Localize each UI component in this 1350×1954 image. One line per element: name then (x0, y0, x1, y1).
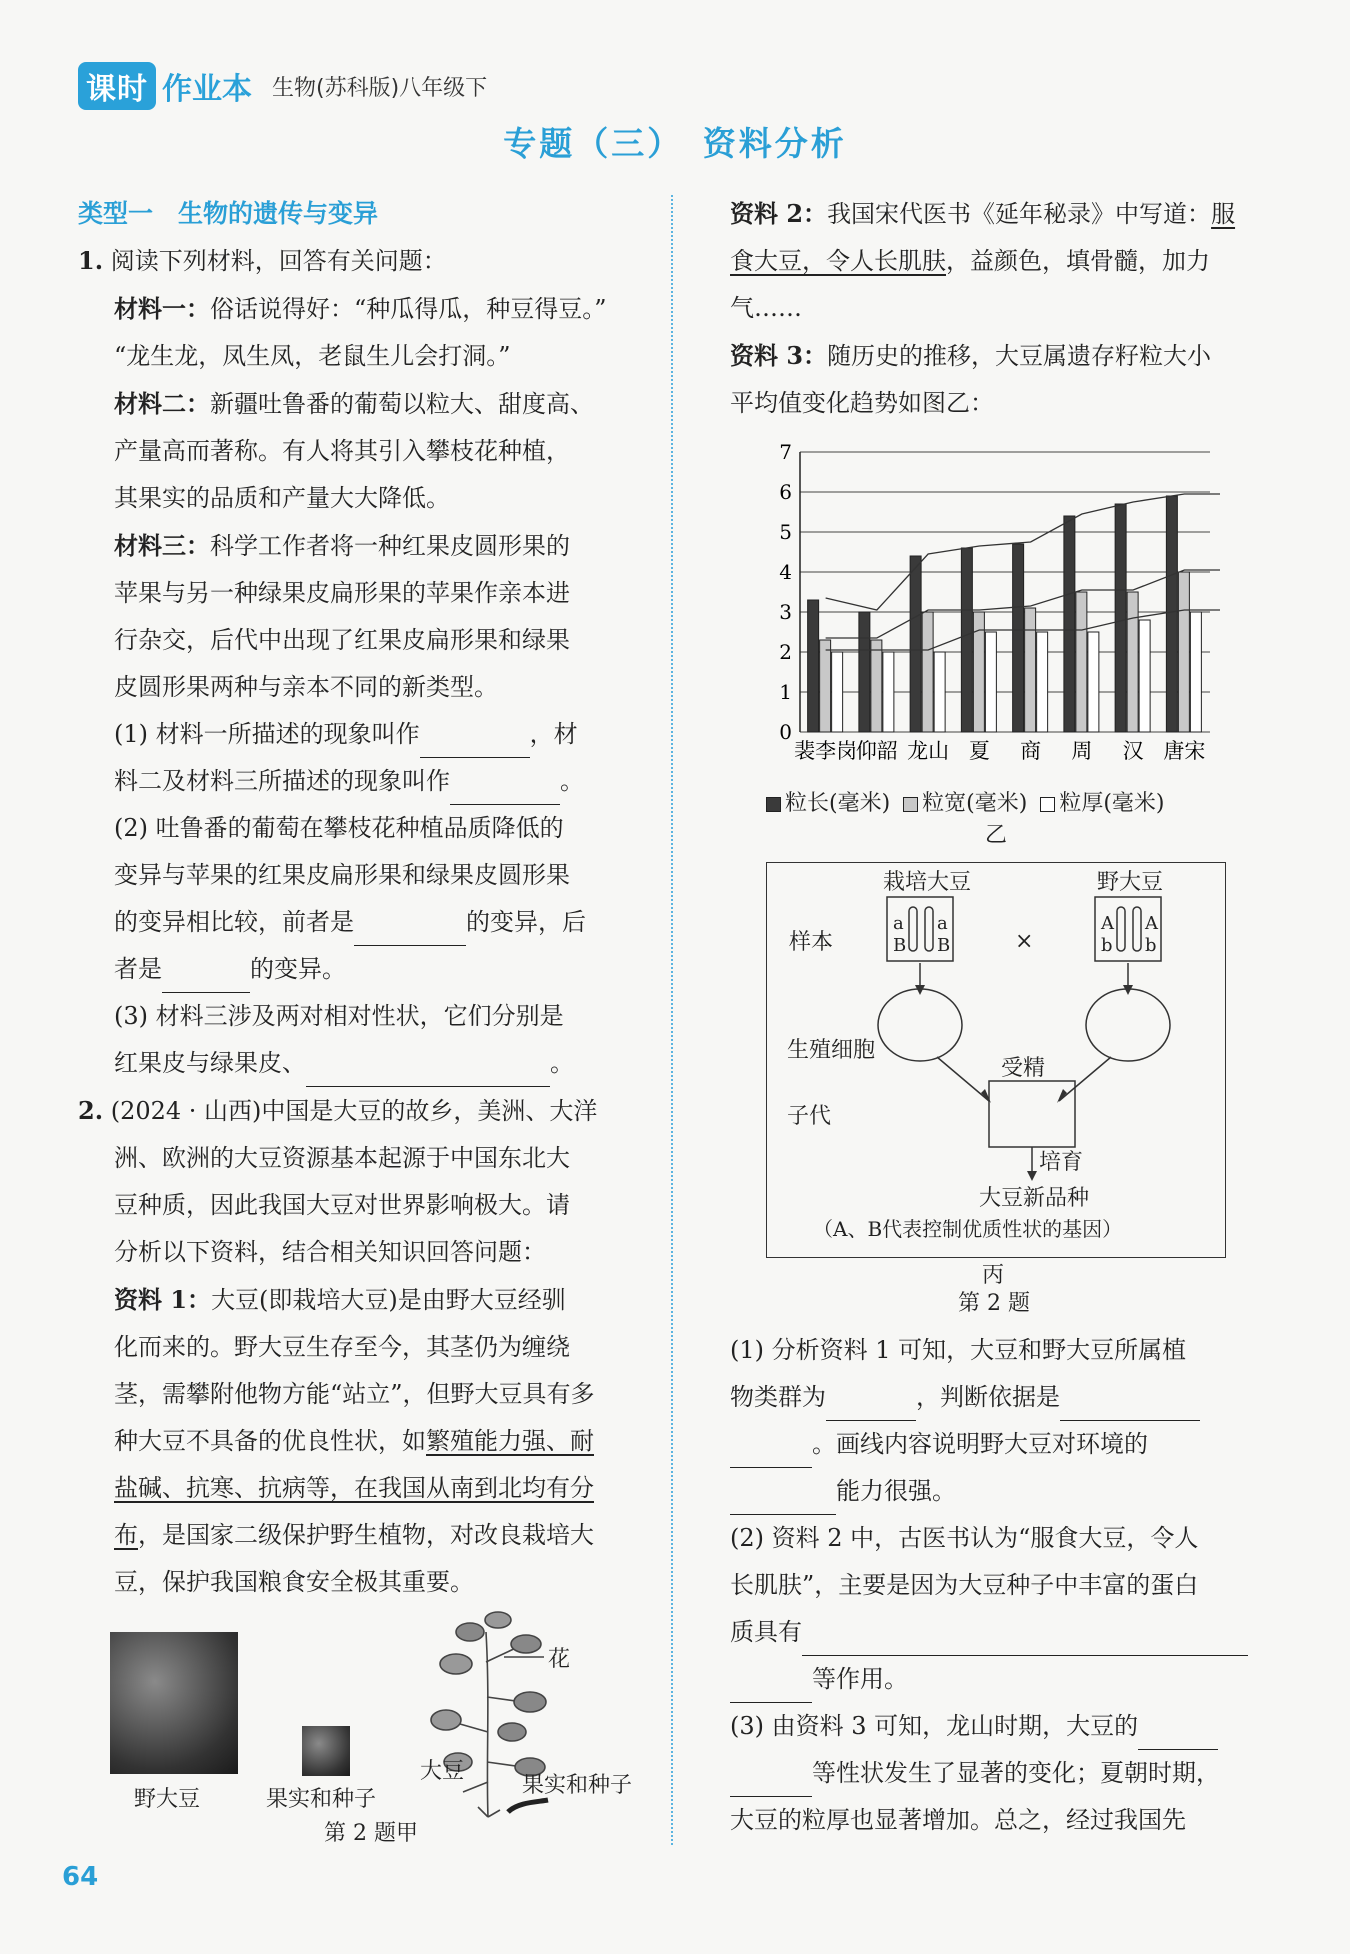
underlined-text: 繁殖能力强、耐 (426, 1427, 594, 1455)
bar (1127, 592, 1138, 732)
x-tick-label: 龙山 (907, 739, 950, 763)
bar-chart-yi (760, 432, 1240, 786)
diagram-caption: 丙 (982, 1263, 1005, 1288)
gene-label: B (893, 935, 907, 956)
answer-blank[interactable] (802, 1625, 1248, 1656)
bar (1190, 612, 1201, 732)
q1-material-3: 材料三：科学工作者将一种红果皮圆形果的 (114, 531, 570, 560)
bar (934, 652, 945, 732)
y-tick-label: 0 (779, 720, 792, 744)
q2-sub2-cont: 质具有 (730, 1609, 1270, 1656)
answer-blank[interactable] (354, 915, 466, 946)
photo-label: 果实和种子 (266, 1787, 377, 1812)
legend-label: 粒宽(毫米) (922, 791, 1028, 816)
q1-material-3-cont: 苹果与另一种绿果皮扁形果的苹果作亲本进 (114, 579, 570, 607)
gene-note: （A、B代表控制优质性状的基因） (813, 1217, 1123, 1241)
cross-symbol: × (1015, 929, 1034, 954)
q2-resource-1: 资料 1：大豆(即栽培大豆)是由野大豆经驯 (114, 1285, 566, 1314)
x-tick-label: 周 (1071, 739, 1093, 763)
gene-label: b (1101, 935, 1113, 956)
underlined-text: 服 (1211, 200, 1236, 228)
answer-blank[interactable] (826, 1390, 916, 1421)
chart-legend (760, 786, 1165, 817)
q2-resource-1-cont: 茎，需攀附他物方能“站立”，但野大豆具有多 (114, 1380, 595, 1408)
bar (832, 652, 843, 732)
figure-bing (766, 862, 1226, 1258)
gene-label: a (893, 913, 904, 934)
cultivated-label: 栽培大豆 (883, 870, 972, 895)
q1-number: 1. (78, 246, 104, 275)
gene-label: b (1145, 935, 1157, 956)
x-tick-label: 商 (1020, 739, 1042, 763)
x-tick-label: 唐宋 (1163, 739, 1206, 763)
y-tick-label: 7 (779, 440, 792, 464)
topic-title: 专题（三） 资料分析 (503, 124, 847, 163)
q1-material-1: 材料一：俗话说得好：“种瓜得瓜，种豆得豆。” (114, 294, 607, 323)
bar (1139, 620, 1150, 732)
underlined-text: 盐碱、抗寒、抗病等，在我国从南到北均有分 (114, 1474, 594, 1502)
answer-blank[interactable] (1138, 1719, 1218, 1750)
y-tick-label: 5 (779, 520, 792, 544)
legend-swatch (1040, 797, 1055, 812)
bar (820, 640, 831, 732)
bar (1178, 572, 1189, 732)
answer-blank[interactable] (450, 774, 560, 805)
q2-sub2: (2) 资料 2 中，古医书认为“服食大豆，令人 (730, 1524, 1199, 1552)
answer-blank[interactable] (1060, 1390, 1200, 1421)
q2-resource-2: 资料 2：我国宋代医书《延年秘录》中写道：服 (730, 199, 1236, 228)
legend-label: 粒长(毫米) (785, 791, 891, 816)
bar (859, 612, 870, 732)
bar (1088, 632, 1099, 732)
cultivate-label: 培育 (1039, 1150, 1084, 1175)
y-tick-label: 6 (779, 480, 792, 504)
q2-sub1-cont: 物类群为 ，判断依据是 (730, 1374, 1270, 1421)
q2-subquestions (730, 1327, 1270, 1844)
q2-sub3-cont: 大豆的粒厚也显著增加。总之，经过我国先 (730, 1806, 1186, 1834)
q2-sub2-cont: 长肌肤”，主要是因为大豆种子中丰富的蛋白 (730, 1571, 1199, 1599)
q2-stem-cont: 分析以下资料，结合相关知识回答问题： (114, 1238, 546, 1266)
answer-blank[interactable] (730, 1484, 836, 1515)
q2-resource-3: 资料 3：随历史的推移，大豆属遗存籽粒大小 (730, 341, 1212, 370)
left-column (78, 190, 648, 1606)
q2-resource-1-cont: 化而来的。野大豆生存至今，其茎仍为缠绕 (114, 1333, 570, 1361)
q1-sub2-cont: 的变异相比较，前者是 的变异，后 (78, 899, 648, 946)
chart-caption: 乙 (985, 823, 1008, 848)
x-tick-label: 仰韶 (855, 739, 898, 763)
answer-blank[interactable] (730, 1766, 812, 1797)
figure-caption: 第 2 题甲 (324, 1821, 418, 1846)
column-divider (671, 195, 673, 1845)
underlined-text: 食大豆，令人长肌肤 (730, 247, 946, 275)
q1-sub2-cont: 变异与苹果的红果皮扁形果和绿果皮圆形果 (114, 861, 570, 889)
gene-label: A (1101, 913, 1114, 934)
bar (1064, 516, 1075, 732)
answer-blank[interactable] (306, 1056, 550, 1087)
gene-label: a (937, 913, 948, 934)
legend-swatch (903, 797, 918, 812)
q1-stem: 1. 阅读下列材料，回答有关问题： (78, 246, 447, 275)
pod-photo (302, 1726, 350, 1776)
gamete-label: 生殖细胞 (787, 1038, 876, 1063)
y-tick-label: 4 (779, 560, 792, 584)
gene-label: B (937, 935, 951, 956)
y-tick-label: 1 (779, 680, 792, 704)
new-variety-label: 大豆新品种 (979, 1186, 1090, 1211)
offspring-label: 子代 (787, 1104, 832, 1129)
seed-label: 果实和种子 (522, 1773, 633, 1798)
q1-sub1-cont: 料二及材料三所描述的现象叫作 。 (78, 758, 648, 805)
q2-stem-cont: 洲、欧洲的大豆资源基本起源于中国东北大 (114, 1144, 570, 1172)
q1-sub3: (3) 材料三涉及两对相对性状，它们分别是 (114, 1002, 564, 1030)
y-tick-label: 3 (779, 600, 792, 624)
underlined-text: 布 (114, 1521, 138, 1549)
q1-material-3-cont: 皮圆形果两种与亲本不同的新类型。 (114, 673, 498, 701)
section-title: 类型一 生物的遗传与变异 (78, 199, 379, 228)
photo-label: 野大豆 (134, 1787, 201, 1812)
bar (1166, 496, 1177, 732)
legend-swatch (766, 797, 781, 812)
answer-blank[interactable] (420, 727, 530, 758)
q1-sub2: (2) 吐鲁番的葡萄在攀枝花种植品质降低的 (114, 814, 564, 842)
q1-material-2-cont: 其果实的品质和产量大大降低。 (114, 484, 450, 512)
figure-jia (108, 1632, 668, 1846)
answer-blank[interactable] (730, 1437, 812, 1468)
bar (1115, 504, 1126, 732)
legend-label: 粒厚(毫米) (1059, 791, 1165, 816)
q2-sub3: (3) 由资料 3 可知，龙山时期，大豆的 (730, 1703, 1270, 1750)
bar (1037, 632, 1048, 732)
bar (1076, 592, 1087, 732)
answer-blank[interactable] (730, 1672, 812, 1703)
q2-sub3-cont: 等性状发生了显著的变化；夏朝时期， (730, 1750, 1270, 1797)
q2-resource-1-cont: 豆，保护我国粮食安全极其重要。 (114, 1568, 474, 1596)
logo-mark: 课时 (78, 62, 156, 110)
bar (1025, 608, 1036, 732)
plant-label: 大豆 (420, 1759, 465, 1784)
q1-sub2-cont: 者是 的变异。 (78, 946, 648, 993)
bar (985, 632, 996, 732)
bar (871, 640, 882, 732)
q2-resource-1-cont: 种大豆不具备的优良性状，如繁殖能力强、耐 (114, 1427, 594, 1455)
bar (1013, 544, 1024, 732)
right-column (730, 190, 1270, 427)
fertilization-label: 受精 (1001, 1056, 1046, 1081)
q2-sub2-cont: 等作用。 (730, 1656, 1270, 1703)
bar (910, 556, 921, 732)
q2-stem: 2. (2024 · 山西)中国是大豆的故乡，美洲、大洋 (78, 1096, 598, 1125)
q1-material-2-cont: 产量高而著称。有人将其引入攀枝花种植， (114, 437, 570, 465)
figure-caption: 第 2 题 (958, 1291, 1030, 1316)
bar (808, 600, 819, 732)
bar (922, 612, 933, 732)
y-tick-label: 2 (779, 640, 792, 664)
q1-material-2: 材料二：新疆吐鲁番的葡萄以粒大、甜度高、 (114, 389, 594, 418)
wild-label: 野大豆 (1097, 870, 1164, 895)
q2-sub1-cont: 能力很强。 (730, 1468, 1270, 1515)
q2-resource-1-cont: 布，是国家二级保护野生植物，对改良栽培大 (114, 1521, 594, 1549)
x-tick-label: 夏 (968, 739, 990, 763)
logo-text: 作业本 (162, 72, 252, 107)
x-tick-label: 裴李岗 (794, 739, 858, 763)
bar (961, 548, 972, 732)
answer-blank[interactable] (162, 962, 250, 993)
x-tick-label: 汉 (1122, 739, 1144, 763)
q1-material-1-cont: “龙生龙，凤生凤，老鼠生儿会打洞。” (114, 342, 511, 370)
wild-soybean-photo (110, 1632, 238, 1774)
bar (883, 652, 894, 732)
q1-material-3-cont: 行杂交，后代中出现了红果皮扁形果和绿果 (114, 626, 570, 654)
flower-label: 花 (548, 1647, 571, 1672)
book-subject: 生物(苏科版)八年级下 (272, 75, 488, 101)
q1-sub3-cont: 红果皮与绿果皮、 。 (78, 1040, 648, 1087)
page-header (78, 62, 487, 110)
page-number: 64 (62, 1862, 99, 1892)
q2-stem-cont: 豆种质，因此我国大豆对世界影响极大。请 (114, 1191, 570, 1219)
q2-resource-2-cont: 食大豆，令人长肌肤，益颜色，填骨髓，加力 (730, 247, 1210, 275)
gene-label: A (1145, 913, 1158, 934)
q2-resource-2-cont: 气…… (730, 294, 802, 322)
book-logo (78, 62, 252, 110)
chart-svg (760, 432, 1240, 782)
q2-sub1: (1) 分析资料 1 可知，大豆和野大豆所属植 (730, 1336, 1187, 1364)
sample-label: 样本 (789, 930, 834, 955)
q2-sub1-cont: 。画线内容说明野大豆对环境的 (730, 1421, 1270, 1468)
q1-sub1: (1) 材料一所描述的现象叫作 ，材 (78, 711, 648, 758)
q2-resource-3-cont: 平均值变化趋势如图乙： (730, 389, 994, 417)
